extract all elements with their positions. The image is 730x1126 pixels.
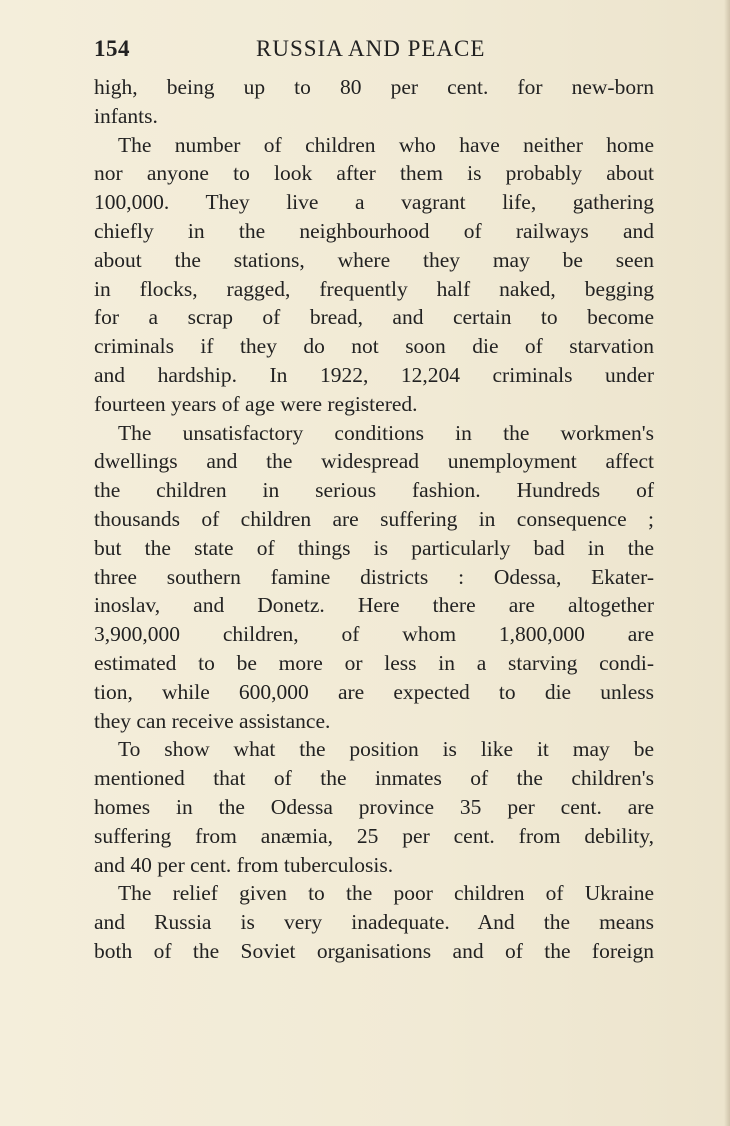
text-line: estimated to be more or less in a starving condi- xyxy=(94,650,654,675)
text-line: about the stations, where they may be seen xyxy=(94,247,654,272)
text-line: for a scrap of bread, and certain to become xyxy=(94,305,654,330)
running-title: RUSSIA AND PEACE xyxy=(256,36,486,61)
text-line: suffering from anæmia, 25 per cent. from debility, xyxy=(94,823,654,848)
text-line: they can receive assistance. xyxy=(94,708,331,733)
page-edge-shadow xyxy=(724,0,730,1126)
text-line: both of the Soviet organisations and of the foreign xyxy=(94,938,654,963)
text-line: inoslav, and Donetz. Here there are altogether xyxy=(94,593,654,618)
text-line: fourteen years of age were registered. xyxy=(94,391,418,416)
paragraph-start-line: To show what the position is like it may be xyxy=(118,737,654,762)
paragraph-start-line: The relief given to the poor children of Ukraine xyxy=(118,881,654,906)
text-line: three southern famine districts : Odessa, Ekater- xyxy=(94,564,654,589)
text-line: dwellings and the widespread unemployment affect xyxy=(94,449,654,474)
text-line: high, being up to 80 per cent. for new-born xyxy=(94,75,654,99)
text-line: thousands of children are suffering in consequence ; xyxy=(94,506,654,531)
body-text xyxy=(94,73,654,966)
text-line: 3,900,000 children, of whom 1,800,000 are xyxy=(94,622,654,647)
text-line: homes in the Odessa province 35 per cent. are xyxy=(94,794,654,819)
page-number: 154 xyxy=(94,36,130,61)
text-line: chiefly in the neighbourhood of railways and xyxy=(94,218,654,243)
text-line: but the state of things is particularly bad in the xyxy=(94,535,654,560)
text-line: the children in serious fashion. Hundreds of xyxy=(94,478,654,503)
text-line: criminals if they do not soon die of starvation xyxy=(94,334,654,359)
text-line: nor anyone to look after them is probably about xyxy=(94,161,654,186)
text-line: and Russia is very inadequate. And the means xyxy=(94,910,654,935)
paragraph-start-line: The number of children who have neither home xyxy=(118,132,654,157)
text-line: and hardship. In 1922, 12,204 criminals under xyxy=(94,362,654,387)
page-header xyxy=(94,36,654,66)
text-line: 100,000. They live a vagrant life, gathering xyxy=(94,190,654,215)
text-line: tion, while 600,000 are expected to die unless xyxy=(94,679,654,704)
paragraph-start-line: The unsatisfactory conditions in the workmen's xyxy=(118,420,654,445)
text-line: infants. xyxy=(94,103,158,128)
text-line: and 40 per cent. from tuberculosis. xyxy=(94,852,394,877)
text-line: mentioned that of the inmates of the children's xyxy=(94,766,654,791)
text-line: in flocks, ragged, frequently half naked, begging xyxy=(94,276,654,301)
